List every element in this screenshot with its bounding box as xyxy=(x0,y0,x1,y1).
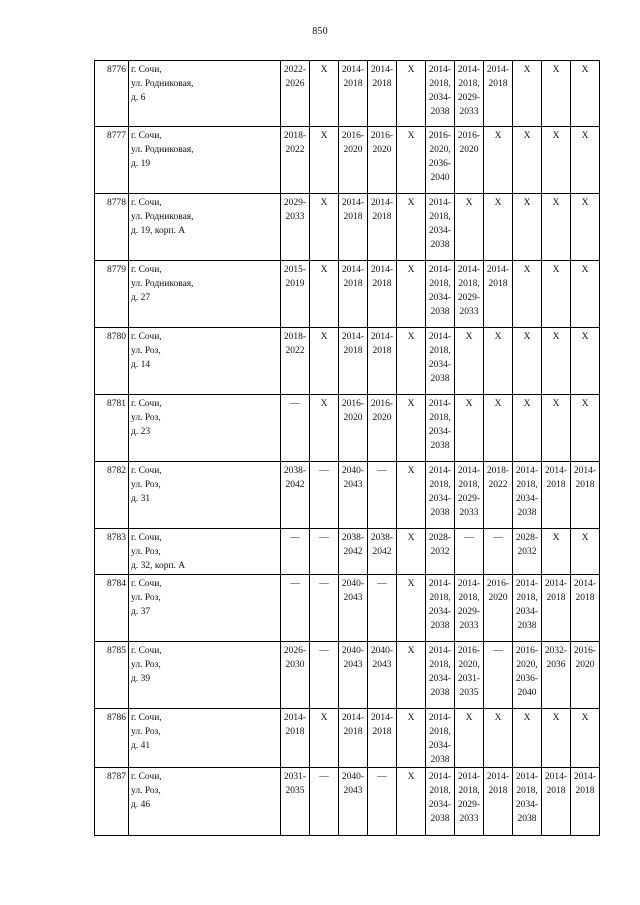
period-cell: 2040- 2043 xyxy=(339,768,368,836)
period-cell: X xyxy=(310,709,339,768)
schedule-table xyxy=(94,60,600,836)
period-cell: X xyxy=(484,194,513,261)
period-cell: 2014- 2018, 2029- 2033 xyxy=(455,462,484,529)
period-cell: 2014- 2018, 2034- 2038 xyxy=(426,462,455,529)
period-cell: X xyxy=(513,709,542,768)
period-cell: 2014- 2018, 2034- 2038 xyxy=(513,768,542,836)
period-cell: X xyxy=(484,395,513,462)
row-number: 8785 xyxy=(95,642,129,709)
period-cell: 2038- 2042 xyxy=(368,529,397,575)
period-cell: — xyxy=(368,575,397,642)
period-cell: — xyxy=(310,462,339,529)
period-cell: 2014- 2018 xyxy=(484,61,513,127)
period-cell: X xyxy=(397,61,426,127)
period-cell: X xyxy=(310,61,339,127)
period-cell: — xyxy=(368,768,397,836)
row-number: 8786 xyxy=(95,709,129,768)
period-cell: 2014- 2018, 2034- 2038 xyxy=(426,768,455,836)
period-cell: 2014- 2018 xyxy=(368,61,397,127)
period-cell: X xyxy=(397,575,426,642)
period-cell: 2040- 2043 xyxy=(368,642,397,709)
period-cell: X xyxy=(397,261,426,328)
address-cell: г. Сочи, ул. Роз, д. 31 xyxy=(129,462,281,529)
period-cell: 2040- 2043 xyxy=(339,575,368,642)
period-cell: 2016- 2020, 2036- 2040 xyxy=(426,127,455,194)
period-cell: 2014- 2018 xyxy=(368,328,397,395)
period-cell: X xyxy=(310,261,339,328)
period-cell: 2014- 2018, 2034- 2038 xyxy=(426,642,455,709)
period-cell: 2014- 2018 xyxy=(281,709,310,768)
period-cell: 2014- 2018 xyxy=(542,768,571,836)
period-cell: 2014- 2018 xyxy=(339,194,368,261)
period-cell: 2016- 2020 xyxy=(484,575,513,642)
period-cell: X xyxy=(397,194,426,261)
period-cell: 2014- 2018 xyxy=(339,61,368,127)
period-cell: 2016- 2020 xyxy=(571,642,600,709)
period-cell: — xyxy=(281,529,310,575)
period-cell: — xyxy=(310,529,339,575)
period-cell: — xyxy=(368,462,397,529)
address-cell: г. Сочи, ул. Роз, д. 37 xyxy=(129,575,281,642)
period-cell: 2014- 2018 xyxy=(542,462,571,529)
period-cell: X xyxy=(310,395,339,462)
period-cell: 2040- 2043 xyxy=(339,642,368,709)
row-number: 8781 xyxy=(95,395,129,462)
period-cell: 2014- 2018, 2034- 2038 xyxy=(426,328,455,395)
period-cell: — xyxy=(310,768,339,836)
table-row xyxy=(95,328,600,395)
period-cell: X xyxy=(397,642,426,709)
row-number: 8787 xyxy=(95,768,129,836)
period-cell: 2014- 2018, 2034- 2038 xyxy=(426,575,455,642)
address-cell: г. Сочи, ул. Роз, д. 39 xyxy=(129,642,281,709)
row-number: 8777 xyxy=(95,127,129,194)
table-body xyxy=(95,61,600,836)
period-cell: 2016- 2020 xyxy=(368,395,397,462)
period-cell: 2016- 2020 xyxy=(368,127,397,194)
period-cell: X xyxy=(513,261,542,328)
period-cell: 2028- 2032 xyxy=(513,529,542,575)
period-cell: — xyxy=(484,642,513,709)
period-cell: 2014- 2018, 2034- 2038 xyxy=(426,261,455,328)
table-row xyxy=(95,127,600,194)
table-row xyxy=(95,529,600,575)
table-row xyxy=(95,462,600,529)
period-cell: 2014- 2018 xyxy=(484,768,513,836)
period-cell: X xyxy=(397,328,426,395)
period-cell: X xyxy=(513,328,542,395)
period-cell: X xyxy=(397,529,426,575)
period-cell: 2028- 2032 xyxy=(426,529,455,575)
period-cell: X xyxy=(455,395,484,462)
period-cell: 2014- 2018 xyxy=(339,261,368,328)
period-cell: X xyxy=(513,127,542,194)
table-row xyxy=(95,575,600,642)
address-cell: г. Сочи, ул. Роз, д. 32, корп. А xyxy=(129,529,281,575)
period-cell: 2014- 2018, 2029- 2033 xyxy=(455,261,484,328)
period-cell: X xyxy=(571,709,600,768)
period-cell: 2014- 2018 xyxy=(571,768,600,836)
address-cell: г. Сочи, ул. Роз, д. 46 xyxy=(129,768,281,836)
table-row xyxy=(95,395,600,462)
period-cell: X xyxy=(397,768,426,836)
period-cell: 2014- 2018, 2029- 2033 xyxy=(455,61,484,127)
period-cell: X xyxy=(542,709,571,768)
period-cell: X xyxy=(571,261,600,328)
period-cell: 2038- 2042 xyxy=(281,462,310,529)
period-cell: X xyxy=(542,127,571,194)
table-row xyxy=(95,709,600,768)
period-cell: 2032- 2036 xyxy=(542,642,571,709)
period-cell: X xyxy=(397,709,426,768)
period-cell: 2016- 2020 xyxy=(455,127,484,194)
period-cell: 2016- 2020 xyxy=(339,127,368,194)
period-cell: — xyxy=(310,575,339,642)
address-cell: г. Сочи, ул. Роз, д. 14 xyxy=(129,328,281,395)
row-number: 8779 xyxy=(95,261,129,328)
period-cell: X xyxy=(542,529,571,575)
period-cell: 2014- 2018 xyxy=(542,575,571,642)
period-cell: 2026- 2030 xyxy=(281,642,310,709)
period-cell: 2016- 2020 xyxy=(339,395,368,462)
period-cell: 2018- 2022 xyxy=(484,462,513,529)
table-row xyxy=(95,768,600,836)
row-number: 8776 xyxy=(95,61,129,127)
period-cell: X xyxy=(310,328,339,395)
row-number: 8783 xyxy=(95,529,129,575)
row-number: 8782 xyxy=(95,462,129,529)
period-cell: X xyxy=(542,395,571,462)
table-row xyxy=(95,261,600,328)
period-cell: X xyxy=(513,395,542,462)
address-cell: г. Сочи, ул. Роз, д. 23 xyxy=(129,395,281,462)
period-cell: X xyxy=(455,709,484,768)
period-cell: X xyxy=(310,194,339,261)
period-cell: X xyxy=(455,328,484,395)
period-cell: 2031- 2035 xyxy=(281,768,310,836)
period-cell: 2014- 2018 xyxy=(571,575,600,642)
address-cell: г. Сочи, ул. Родниковая, д. 19, корп. А xyxy=(129,194,281,261)
period-cell: X xyxy=(513,61,542,127)
address-cell: г. Сочи, ул. Роз, д. 41 xyxy=(129,709,281,768)
row-number: 8780 xyxy=(95,328,129,395)
period-cell: — xyxy=(484,529,513,575)
period-cell: X xyxy=(484,127,513,194)
period-cell: 2014- 2018, 2034- 2038 xyxy=(513,575,542,642)
period-cell: X xyxy=(571,529,600,575)
period-cell: X xyxy=(455,194,484,261)
period-cell: X xyxy=(571,61,600,127)
period-cell: X xyxy=(513,194,542,261)
period-cell: X xyxy=(571,395,600,462)
period-cell: X xyxy=(484,709,513,768)
period-cell: X xyxy=(571,194,600,261)
period-cell: X xyxy=(542,261,571,328)
period-cell: 2016- 2020, 2036- 2040 xyxy=(513,642,542,709)
period-cell: 2014- 2018, 2034- 2038 xyxy=(513,462,542,529)
period-cell: 2015- 2019 xyxy=(281,261,310,328)
period-cell: 2016- 2020, 2031- 2035 xyxy=(455,642,484,709)
period-cell: 2014- 2018 xyxy=(368,709,397,768)
period-cell: — xyxy=(281,395,310,462)
period-cell: 2014- 2018 xyxy=(571,462,600,529)
period-cell: 2014- 2018 xyxy=(368,261,397,328)
address-cell: г. Сочи, ул. Родниковая, д. 6 xyxy=(129,61,281,127)
period-cell: X xyxy=(397,395,426,462)
period-cell: 2014- 2018 xyxy=(368,194,397,261)
period-cell: X xyxy=(397,462,426,529)
period-cell: 2038- 2042 xyxy=(339,529,368,575)
period-cell: — xyxy=(281,575,310,642)
period-cell: 2014- 2018, 2029- 2033 xyxy=(455,768,484,836)
period-cell: 2022- 2026 xyxy=(281,61,310,127)
address-cell: г. Сочи, ул. Родниковая, д. 19 xyxy=(129,127,281,194)
row-number: 8778 xyxy=(95,194,129,261)
period-cell: 2018- 2022 xyxy=(281,328,310,395)
address-cell: г. Сочи, ул. Родниковая, д. 27 xyxy=(129,261,281,328)
period-cell: X xyxy=(310,127,339,194)
period-cell: — xyxy=(455,529,484,575)
period-cell: 2018- 2022 xyxy=(281,127,310,194)
period-cell: 2040- 2043 xyxy=(339,462,368,529)
period-cell: 2014- 2018 xyxy=(339,709,368,768)
period-cell: 2014- 2018, 2034- 2038 xyxy=(426,61,455,127)
period-cell: 2014- 2018 xyxy=(339,328,368,395)
period-cell: X xyxy=(542,194,571,261)
table-row xyxy=(95,194,600,261)
period-cell: X xyxy=(397,127,426,194)
period-cell: 2014- 2018, 2029- 2033 xyxy=(455,575,484,642)
period-cell: 2014- 2018, 2034- 2038 xyxy=(426,395,455,462)
table-row xyxy=(95,61,600,127)
period-cell: 2029- 2033 xyxy=(281,194,310,261)
period-cell: X xyxy=(542,61,571,127)
table-row xyxy=(95,642,600,709)
period-cell: X xyxy=(484,328,513,395)
page-number: 850 xyxy=(312,26,328,37)
period-cell: X xyxy=(542,328,571,395)
period-cell: 2014- 2018, 2034- 2038 xyxy=(426,709,455,768)
period-cell: X xyxy=(571,127,600,194)
period-cell: — xyxy=(310,642,339,709)
period-cell: X xyxy=(571,328,600,395)
period-cell: 2014- 2018 xyxy=(484,261,513,328)
row-number: 8784 xyxy=(95,575,129,642)
period-cell: 2014- 2018, 2034- 2038 xyxy=(426,194,455,261)
